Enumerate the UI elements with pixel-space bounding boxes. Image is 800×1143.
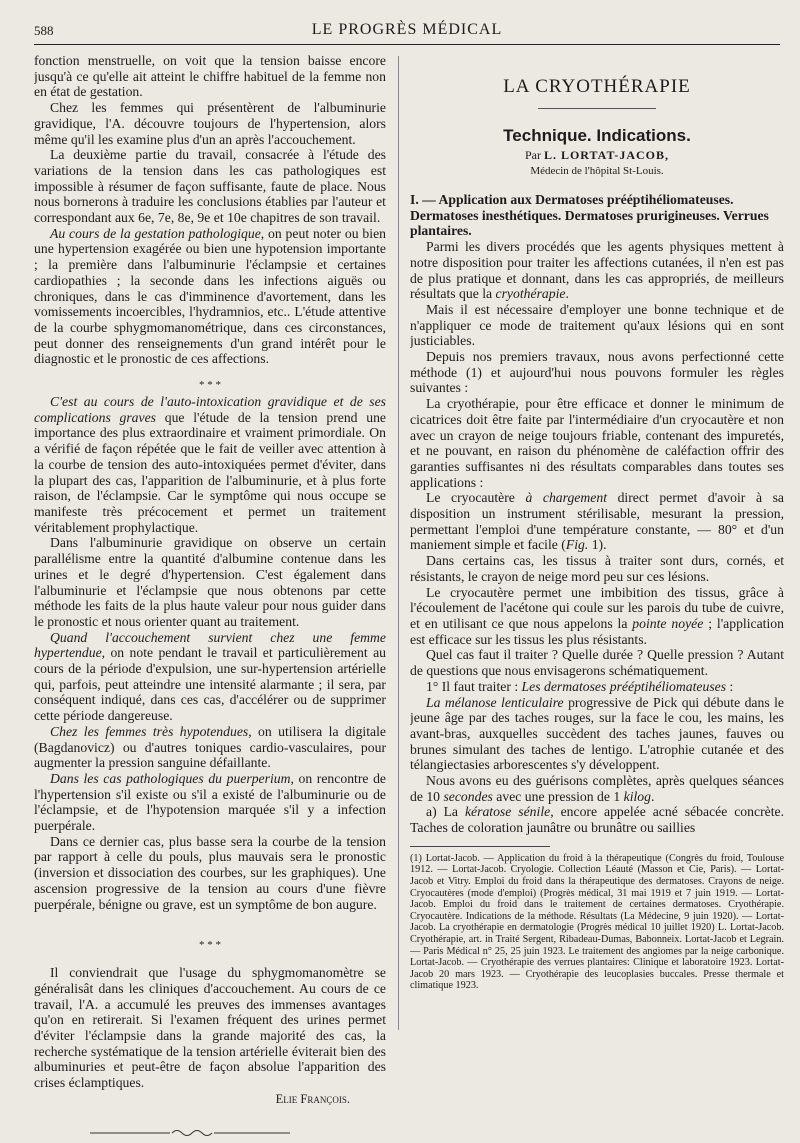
paragraph: Depuis nos premiers travaux, nous avons perfectionné cette méthode (1) et aujourd'hui nous pouvons formuler les règles suivantes :	[410, 349, 784, 396]
paragraph: Il conviendrait que l'usage du sphygmomanomètre se généralisât dans les cliniques d'accouchement. Au cours de ce travail, l'A. a accumulé les preuves des immenses avantages qu'on en retirerait. Si l'examen fréquent des urines permet d'éviter l'éclampsie dans la grande majorité des cas, la recherche systématique de la tension artérielle éviterait bien des albuminuries et peut-être de façon absolue l'apparition des crises éclamptiques.	[34, 965, 386, 1091]
article-subtitle: Technique. Indications.	[503, 126, 691, 145]
paragraph: Chez les femmes qui présentèrent de l'albuminurie gravidique, l'A. découvre toujours de l'hypertension, alors même qu'il les examine plus d'un an après l'accouchement.	[34, 100, 386, 147]
footnote: (1) Lortat-Jacob. — Application du froid à la thérapeutique (Congrès du froid, Toulouse 1912. — Lortat-Jacob. Cryologie. Collection Léauté (Masson et Cie, Paris). — Lortat-Jacob et Vitry. Emploi du froid dans la thérapeutique des dermatoses. Crayons de neige. Cryocautères (mode d'emploi) (Progrès médical, 31 mai 1919 et 7 juin 1919. — Lortat-Jacob. Emploi du froid dans le traitement de certaines dermatoses. Cryothérapie. Cryocautère. Indications de la méthode. Résultats (La Médecine, 9 juin 1920). — Lortat-Jacob. La cryothérapie en dermatologie (Progrès médical 10 juillet 1920) L. Lortat-Jacob. Cryothérapie, art. in Traité Sergent, Ribadeau-Dumas, Babonneix. Lortat-Jacob et Legrain. — Paris Médical n° 25, 25 juin 1923. Le traitement des angiomes par la neige carbonique. Lortat-Jacob. — Cryothérapie des verrues plantaires: Clinique et laboratoire 1923. Lortat-Jacob 20 mars 1923. — Cryothérapie des leucoplasies buccales. Presse thermale et climatique 1923.	[410, 852, 784, 992]
section-break-stars: * * *	[199, 939, 221, 952]
paragraph: a) La kératose sénile, encore appelée acné sébacée concrète. Taches de coloration jaunâtre ou brunâtre ou saillies	[410, 804, 784, 836]
paragraph: Le cryocautère à chargement direct permet d'avoir à sa disposition un instrument stérilisable, mesurant la pression, permettant l'emploi d'une température constante, — 80° et d'un maniement simple et facile (Fig. 1).	[410, 490, 784, 553]
ornamental-rule	[90, 1125, 386, 1143]
paragraph: Parmi les divers procédés que les agents physiques mettent à notre disposition pour traiter les affections cutanées, il n'en est pas de plus pratique et donnant, dans les cas appropriés, de meilleurs résultats que la cryothérapie.	[410, 239, 784, 302]
paragraph: Mais il est nécessaire d'employer une bonne technique et de n'appliquer ce mode de traitement qu'aux lésions qui en sont justiciables.	[410, 301, 784, 349]
article-title: LA CRYOTHÉRAPIE	[503, 76, 691, 97]
paragraph: La deuxième partie du travail, consacrée à l'étude des variations de la tension dans les cas pathologiques est impossible à résumer de façon suffisante, faute de place. Nous nous bornerons à traduire les conclusions établies par l'auteur et correspondant aux 6e, 7e, 8e, 9e et 10e chapitres de son travail.	[34, 147, 386, 226]
article-author: Par L. LORTAT-JACOB,	[524, 148, 670, 162]
column-divider	[398, 56, 399, 1030]
page-number: 588	[34, 23, 54, 38]
journal-title: LE PROGRÈS MÉDICAL	[311, 21, 503, 38]
paragraph: Dans certains cas, les tissus à traiter sont durs, cornés, et résistants, le crayon de neige mord peu sur ces lésions.	[410, 553, 784, 584]
paragraph: Le cryocautère permet une imbibition des tissus, grâce à l'écoulement de l'acétone qui coule sur les parois du tube de cuivre, et en utilisant ce que nous appelons la pointe noyée ; l'application est efficace sur les tissus les plus résistants.	[410, 584, 784, 647]
right-column	[410, 53, 784, 992]
italic-lead: Au cours de la gestation pathologique	[50, 225, 261, 241]
footnote-rule	[410, 846, 550, 847]
paragraph: fonction menstruelle, on voit que la tension baisse encore jusqu'à ce qu'elle ait atteint le chiffre habituel de la femme non en état de gestation.	[34, 53, 386, 100]
paragraph: Quel cas faut il traiter ? Quelle durée ? Quelle pression ? Autant de questions que nous envisagerons schématiquement.	[410, 647, 784, 679]
paragraph: 1° Il faut traiter : Les dermatoses prééptihéliomateuses :	[426, 678, 734, 694]
paragraph: Nous avons eu des guérisons complètes, après quelques séances de 10 secondes avec une pression de 1 kilog.	[410, 773, 784, 804]
page-header	[34, 18, 780, 45]
author-affiliation: Médecin de l'hôpital St-Louis.	[530, 165, 664, 177]
paragraph: Dans les cas pathologiques du puerperium, on rencontre de l'hypertension s'il existe ou s'il a existé de l'albuminurie ou de l'éclampsie, et de l'hypotension marquée s'il y a infection puerpérale.	[34, 770, 386, 834]
left-column	[34, 53, 386, 1143]
section-heading: I. — Application aux Dermatoses prééptihéliomateuses. Dermatoses inesthétiques. Dermatoses prurigineuses. Verrues plantaires.	[410, 192, 769, 239]
title-rule	[538, 108, 656, 109]
italic-lead: Chez les femmes très hypotendues	[50, 723, 249, 739]
italic-lead: C'est au cours de l'auto-intoxication gravidique et de ses complications graves	[34, 394, 386, 425]
paragraph: C'est au cours de l'auto-intoxication gravidique et de ses complications graves que l'étude de la tension prend une importance des plus extraordinaire et vraiment primordiale. On a vérifié de façon répétée que le fait de veiller avec attention à la courbe de tension des auto-intoxiquées permet d'éviter, dans la plupart des cas, l'apparition de l'albuminurie, et à plus forte raison, de l'éclampsie. Car le symptôme qui nous occupe se manifeste très précocement et permet un traitement véritablement prophylactique.	[34, 394, 386, 535]
section-break-stars: * * *	[199, 379, 221, 392]
paragraph: Quand l'accouchement survient chez une femme hypertendue, on note pendant le travail et particulièrement au cours de la période d'expulsion, une sur-hypertension artérielle qui, parfois, peut atteindre une intensité alarmante ; il sera, par conséquent indiqué, dans ces cas, d'accélérer ou de supprimer cette période dangereuse.	[34, 629, 386, 724]
italic-lead: Dans les cas pathologiques du puerperium	[50, 770, 291, 786]
paragraph: La cryothérapie, pour être efficace et donner le minimum de cicatrices doit être faite par l'intermédiaire d'un cryocautère et non avec un crayon de neige toujours friable, contenant des impuretés, et ne pouvant, en raison du phénomène de caléfaction offrir des garanties suffisantes ni des résultats comparables dans toutes ses applications :	[410, 396, 784, 490]
paragraph: Dans l'albuminurie gravidique on observe un certain parallélisme entre la quantité d'albumine contenue dans les urines et le degré d'hypertension. C'est également dans l'albuminurie et l'éclampsie que nous obtenons par cette méthode les faits de la plus haute valeur pour nous guider dans le pronostic et nous orienter quant au traitement.	[34, 535, 386, 629]
italic-lead: Quand l'accouchement survient chez une femme hypertendue	[34, 629, 386, 661]
paragraph: La mélanose lenticulaire progressive de Pick qui débute dans le jeune âge par des taches rouges, sur la face le cou, les mains, les avant-bras, auxquelles succèdent des taches jaunes, fauves ou brunes simulant des taches de lentigo. L'atrophie cutanée et des télangiectasies arborescentes s'y développent.	[410, 694, 784, 773]
paragraph: Dans ce dernier cas, plus basse sera la courbe de la tension par rapport à celle du pouls, plus mauvais sera le pronostic (inversion et dissociation des courbes, sur les graphiques). Une ascension progressive de la tension au cours d'une fièvre puerpérale, bénigne ou grave, est un symptôme de bon augure.	[34, 833, 386, 912]
paragraph: Chez les femmes très hypotendues, on utilisera la digitale (Bagdanovicz) ou d'autres toniques cardio-vasculaires, pour augmenter la pression sanguine défaillante.	[34, 723, 386, 771]
paragraph: Au cours de la gestation pathologique, on peut noter ou bien une hypertension exagérée ou bien une hypotension importante ; la première dans l'albuminurie l'éclampsie et certaines cardiopathies ; la seconde dans les infections aiguës ou chroniques, dans le cas d'imminence d'avortement, dans les vomissements incoercibles, l'hydramnios, etc.. L'étude attentive de la courbe sphygmomanométrique, dans ces circonstances, peut donner des renseignements d'un grand intérêt pour le diagnostic et le pronostic de ces affections.	[34, 225, 386, 367]
author-signature: Elie François.	[275, 1091, 350, 1106]
